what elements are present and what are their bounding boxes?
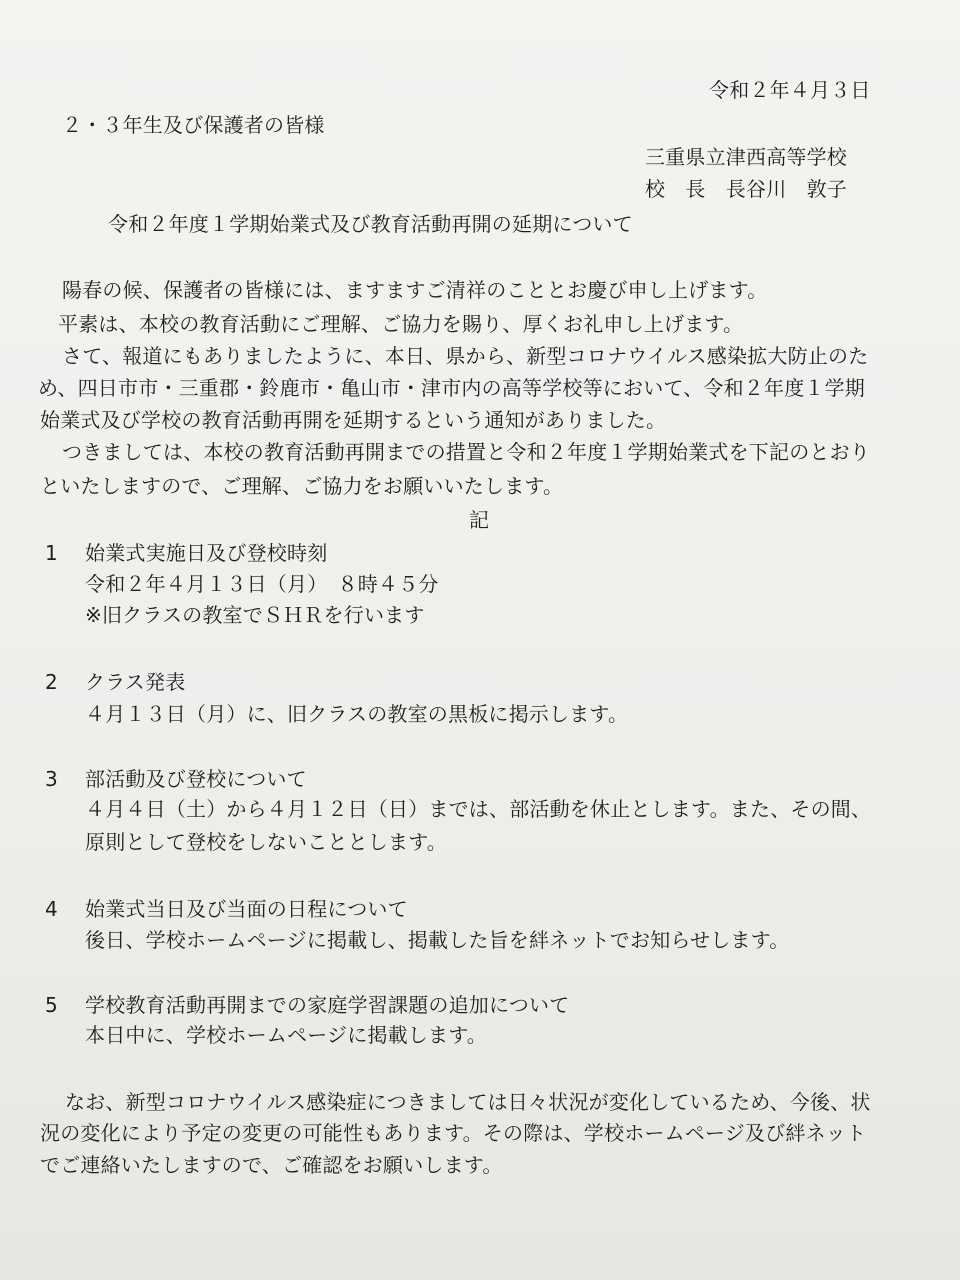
item-line: ４月４日（土）から４月１２日（日）までは、部活動を休止とします。また、その間、 — [85, 797, 872, 821]
closing-line: なお、新型コロナウイルス感染症につきましては日々状況が変化しているため、今後、状 — [65, 1090, 871, 1114]
ki-mark: 記 — [469, 508, 490, 532]
item-line: 本日中に、学校ホームページに掲載します。 — [85, 1023, 487, 1047]
item-heading: クラス発表 — [85, 670, 186, 694]
item-number: 1 — [45, 541, 58, 565]
item-number: 3 — [45, 767, 58, 791]
intro-line: 陽春の候、保護者の皆様には、ますますご清祥のこととお慶び申し上げます。 — [62, 278, 768, 302]
item-heading: 始業式実施日及び登校時刻 — [85, 541, 328, 565]
intro-line: 平素は、本校の教育活動にご理解、ご協力を賜り、厚くお礼申し上げます。 — [58, 312, 744, 336]
item-heading: 始業式当日及び当面の日程について — [85, 897, 408, 921]
item-number: 2 — [45, 670, 58, 694]
intro-line: といたしますので、ご理解、ご協力をお願いいたします。 — [40, 474, 564, 498]
intro-line: つきましては、本校の教育活動再開までの措置と令和２年度１学期始業式を下記のとおり — [62, 440, 870, 464]
document-date: 令和２年４月３日 — [709, 78, 871, 102]
item-line: 後日、学校ホームページに掲載し、掲載した旨を絆ネットでお知らせします。 — [85, 928, 790, 952]
item-line: 令和２年４月１３日（月） ８時４５分 — [85, 572, 439, 596]
sender-school: 三重県立津西高等学校 — [645, 145, 847, 169]
sender-principal: 校 長 長谷川 敦子 — [645, 177, 847, 201]
item-heading: 部活動及び登校について — [85, 767, 307, 791]
addressee: ２・３年生及び保護者の皆様 — [62, 113, 325, 137]
intro-line: さて、報道にもありましたように、本日、県から、新型コロナウイルス感染拡大防止のた — [62, 344, 869, 368]
intro-line: 始業式及び学校の教育活動再開を延期するという通知がありました。 — [40, 408, 667, 432]
item-heading: 学校教育活動再開までの家庭学習課題の追加について — [85, 993, 570, 1017]
item-line: ４月１３日（月）に、旧クラスの教室の黒板に掲示します。 — [85, 702, 629, 726]
item-line: ※旧クラスの教室でＳＨＲを行います — [85, 603, 425, 627]
document-title: 令和２年度１学期始業式及び教育活動再開の延期について — [108, 212, 633, 236]
item-line: 原則として登校をしないこととします。 — [85, 830, 447, 854]
item-number: 4 — [45, 897, 58, 921]
intro-line: め、四日市市・三重郡・鈴鹿市・亀山市・津市内の高等学校等において、令和２年度１学期 — [38, 376, 865, 400]
closing-line: 況の変化により予定の変更の可能性もあります。その際は、学校ホームページ及び絆ネット — [40, 1121, 867, 1145]
closing-line: でご連絡いたしますので、ご確認をお願いします。 — [40, 1153, 503, 1177]
item-number: 5 — [45, 993, 58, 1017]
